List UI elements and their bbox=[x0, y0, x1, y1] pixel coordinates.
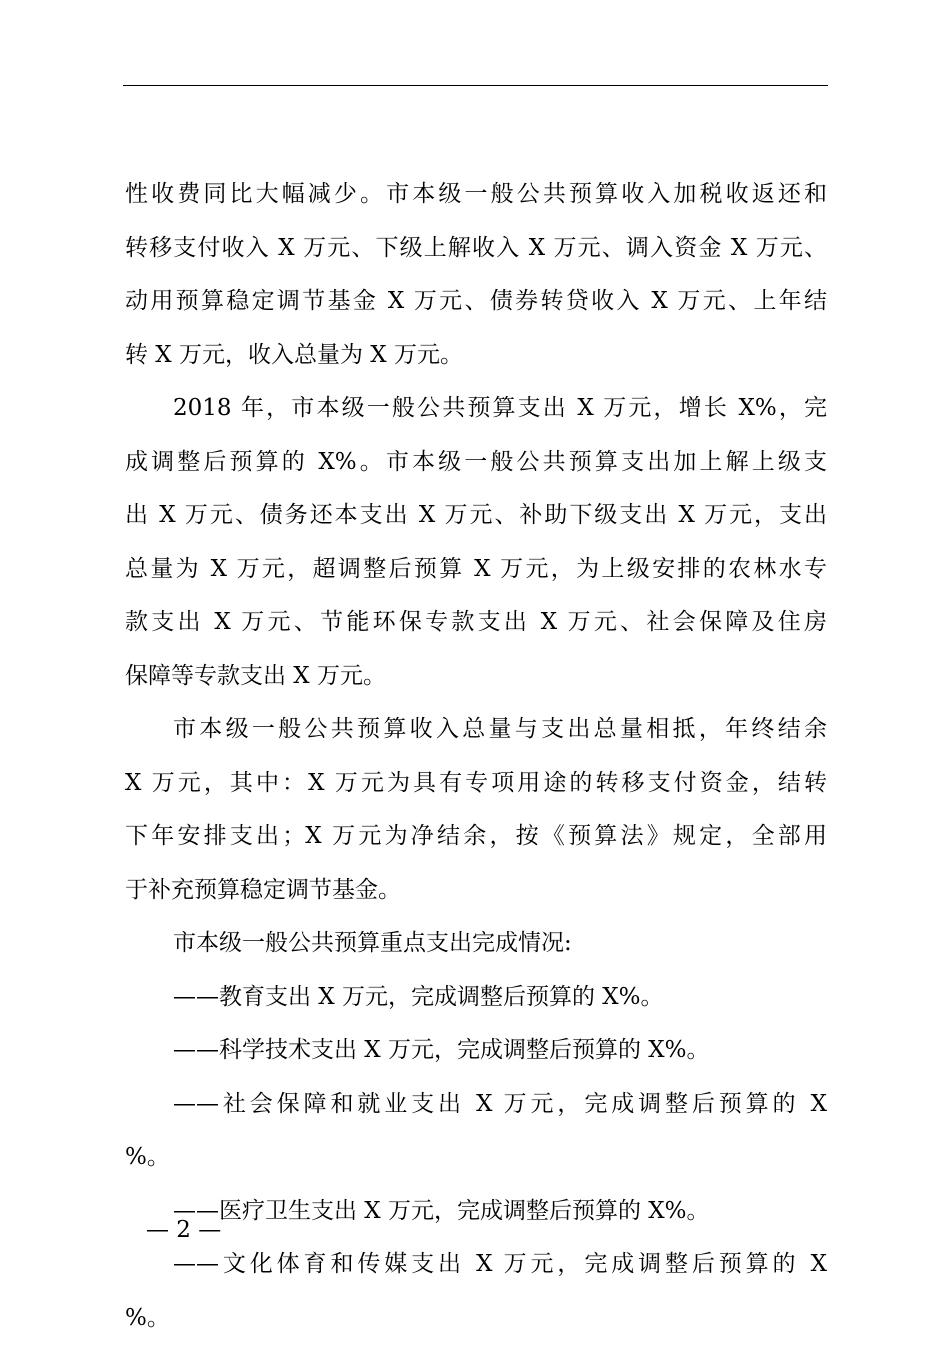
text-line: 款支出 X 万元、节能环保专款支出 X 万元、社会保障及住房 bbox=[125, 596, 827, 650]
text-line: ——科学技术支出 X 万元，完成调整后预算的 X%。 bbox=[125, 1024, 827, 1078]
text-line: 于补充预算稳定调节基金。 bbox=[125, 864, 827, 918]
text-line: X 万元，其中：X 万元为具有专项用途的转移支付资金，结转 bbox=[125, 757, 827, 811]
text-line: 转 X 万元，收入总量为 X 万元。 bbox=[125, 329, 827, 383]
text-line: 保障等专款支出 X 万元。 bbox=[125, 650, 827, 704]
page-number: — 2 — bbox=[146, 1212, 221, 1248]
text-line: 出 X 万元、债务还本支出 X 万元、补助下级支出 X 万元，支出 bbox=[125, 489, 827, 543]
text-line: ——医疗卫生支出 X 万元，完成调整后预算的 X%。 bbox=[125, 1185, 827, 1239]
header-rule bbox=[123, 85, 828, 86]
text-line: 下年安排支出；X 万元为净结余，按《预算法》规定，全部用 bbox=[125, 810, 827, 864]
text-line: 市本级一般公共预算重点支出完成情况: bbox=[125, 917, 827, 971]
text-line: 性收费同比大幅减少。市本级一般公共预算收入加税收返还和 bbox=[125, 168, 827, 222]
text-line: 2018 年，市本级一般公共预算支出 X 万元，增长 X%，完 bbox=[125, 382, 827, 436]
text-line: ——文化体育和传媒支出 X 万元，完成调整后预算的 X bbox=[125, 1238, 827, 1292]
text-line: 动用预算稳定调节基金 X 万元、债券转贷收入 X 万元、上年结 bbox=[125, 275, 827, 329]
document-body bbox=[125, 168, 827, 1345]
text-line: 成调整后预算的 X%。市本级一般公共预算支出加上解上级支 bbox=[125, 436, 827, 490]
text-line: ——社会保障和就业支出 X 万元，完成调整后预算的 X bbox=[125, 1078, 827, 1132]
text-line: 总量为 X 万元，超调整后预算 X 万元，为上级安排的农林水专 bbox=[125, 543, 827, 597]
text-line: ——教育支出 X 万元，完成调整后预算的 X%。 bbox=[125, 971, 827, 1025]
text-line: %。 bbox=[125, 1131, 827, 1185]
text-line: 转移支付收入 X 万元、下级上解收入 X 万元、调入资金 X 万元、 bbox=[125, 222, 827, 276]
text-line: %。 bbox=[125, 1292, 827, 1345]
text-line: 市本级一般公共预算收入总量与支出总量相抵，年终结余 bbox=[125, 703, 827, 757]
